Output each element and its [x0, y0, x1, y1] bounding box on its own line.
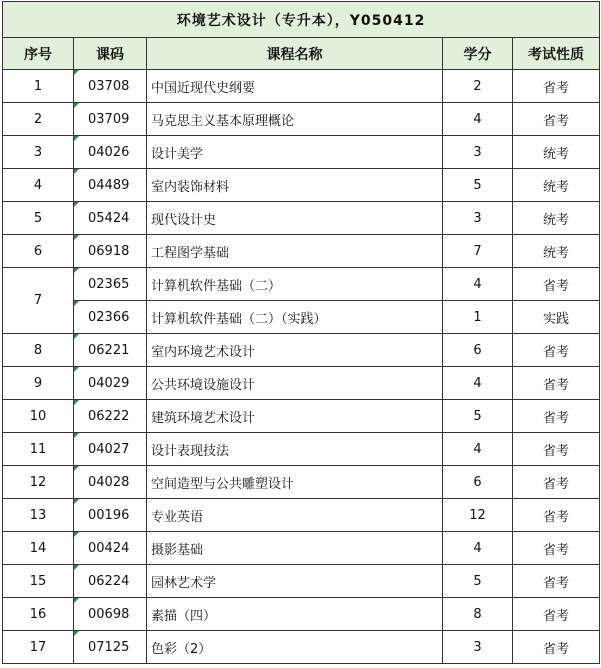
row-credit: 4	[443, 103, 513, 136]
row-code: 04027	[74, 433, 147, 466]
table-row	[3, 400, 600, 433]
row-exam: 统考	[513, 169, 600, 202]
row-credit: 2	[443, 70, 513, 103]
row-code: 02366	[74, 301, 147, 334]
row-exam: 省考	[513, 433, 600, 466]
header-exam: 考试性质	[513, 38, 600, 70]
row-credit: 4	[443, 367, 513, 400]
row-name: 计算机软件基础（二）	[147, 268, 443, 301]
table-row	[3, 202, 600, 235]
row-seq: 10	[3, 400, 74, 433]
row-seq: 3	[3, 136, 74, 169]
row-seq: 11	[3, 433, 74, 466]
row-exam: 统考	[513, 136, 600, 169]
row-seq: 5	[3, 202, 74, 235]
row-exam: 省考	[513, 70, 600, 103]
row-name: 设计美学	[147, 136, 443, 169]
row-seq: 16	[3, 598, 74, 631]
row-seq: 17	[3, 631, 74, 664]
row-credit: 7	[443, 235, 513, 268]
row-code: 05424	[74, 202, 147, 235]
row-code: 02365	[74, 268, 147, 301]
table-row	[3, 268, 600, 301]
row-exam: 省考	[513, 103, 600, 136]
row-seq: 4	[3, 169, 74, 202]
row-seq: 6	[3, 235, 74, 268]
row-credit: 8	[443, 598, 513, 631]
row-code: 00424	[74, 532, 147, 565]
table-row	[3, 565, 600, 598]
row-seq: 12	[3, 466, 74, 499]
row-exam: 省考	[513, 631, 600, 664]
table-row	[3, 367, 600, 400]
row-code: 06918	[74, 235, 147, 268]
row-code: 00196	[74, 499, 147, 532]
row-exam: 省考	[513, 268, 600, 301]
row-exam: 省考	[513, 532, 600, 565]
table-row	[3, 235, 600, 268]
row-code: 06222	[74, 400, 147, 433]
row-credit: 5	[443, 169, 513, 202]
row-seq: 1	[3, 70, 74, 103]
row-credit: 3	[443, 631, 513, 664]
row-name: 建筑环境艺术设计	[147, 400, 443, 433]
row-credit: 5	[443, 400, 513, 433]
row-credit: 4	[443, 532, 513, 565]
row-exam: 省考	[513, 598, 600, 631]
row-name: 现代设计史	[147, 202, 443, 235]
row-exam: 省考	[513, 400, 600, 433]
row-code: 07125	[74, 631, 147, 664]
row-exam: 统考	[513, 202, 600, 235]
table-row	[3, 499, 600, 532]
row-name: 室内环境艺术设计	[147, 334, 443, 367]
row-credit: 4	[443, 433, 513, 466]
row-seq: 15	[3, 565, 74, 598]
row-seq: 14	[3, 532, 74, 565]
table-row	[3, 136, 600, 169]
header-name: 课程名称	[147, 38, 443, 70]
table-row	[3, 598, 600, 631]
row-credit: 6	[443, 466, 513, 499]
row-seq-merged: 7	[3, 268, 74, 334]
row-exam: 省考	[513, 367, 600, 400]
row-seq: 2	[3, 103, 74, 136]
table-row	[3, 433, 600, 466]
row-exam: 省考	[513, 565, 600, 598]
row-code: 03708	[74, 70, 147, 103]
row-name: 室内装饰材料	[147, 169, 443, 202]
row-name: 园林艺术学	[147, 565, 443, 598]
table-row	[3, 103, 600, 136]
row-code: 04026	[74, 136, 147, 169]
table-row	[3, 169, 600, 202]
row-credit: 5	[443, 565, 513, 598]
row-credit: 4	[443, 268, 513, 301]
row-code: 06221	[74, 334, 147, 367]
row-name: 中国近现代史纲要	[147, 70, 443, 103]
table-row	[3, 334, 600, 367]
row-name: 素描（四）	[147, 598, 443, 631]
row-credit: 3	[443, 136, 513, 169]
row-code: 04028	[74, 466, 147, 499]
header-seq: 序号	[3, 38, 74, 70]
row-exam: 省考	[513, 499, 600, 532]
row-credit: 6	[443, 334, 513, 367]
row-credit: 3	[443, 202, 513, 235]
row-seq: 9	[3, 367, 74, 400]
table-row	[3, 631, 600, 664]
row-credit: 12	[443, 499, 513, 532]
row-name: 色彩（2）	[147, 631, 443, 664]
table-row	[3, 70, 600, 103]
row-code: 04489	[74, 169, 147, 202]
row-code: 03709	[74, 103, 147, 136]
row-exam: 实践	[513, 301, 600, 334]
row-name: 摄影基础	[147, 532, 443, 565]
row-name: 公共环境设施设计	[147, 367, 443, 400]
row-name: 计算机软件基础（二）（实践）	[147, 301, 443, 334]
row-exam: 省考	[513, 466, 600, 499]
row-name: 工程图学基础	[147, 235, 443, 268]
table-row	[3, 301, 600, 334]
header-code: 课码	[74, 38, 147, 70]
table-row	[3, 466, 600, 499]
table-row	[3, 532, 600, 565]
row-name: 马克思主义基本原理概论	[147, 103, 443, 136]
course-rows	[3, 70, 600, 664]
row-name: 设计表现技法	[147, 433, 443, 466]
row-code: 04029	[74, 367, 147, 400]
row-name: 空间造型与公共雕塑设计	[147, 466, 443, 499]
header-credit: 学分	[443, 38, 513, 70]
row-exam: 省考	[513, 334, 600, 367]
course-table	[2, 1, 600, 664]
table-title: 环境艺术设计（专升本），Y050412	[3, 2, 600, 38]
row-code: 00698	[74, 598, 147, 631]
row-exam: 统考	[513, 235, 600, 268]
row-name: 专业英语	[147, 499, 443, 532]
row-seq: 8	[3, 334, 74, 367]
row-seq: 13	[3, 499, 74, 532]
row-credit: 1	[443, 301, 513, 334]
row-code: 06224	[74, 565, 147, 598]
